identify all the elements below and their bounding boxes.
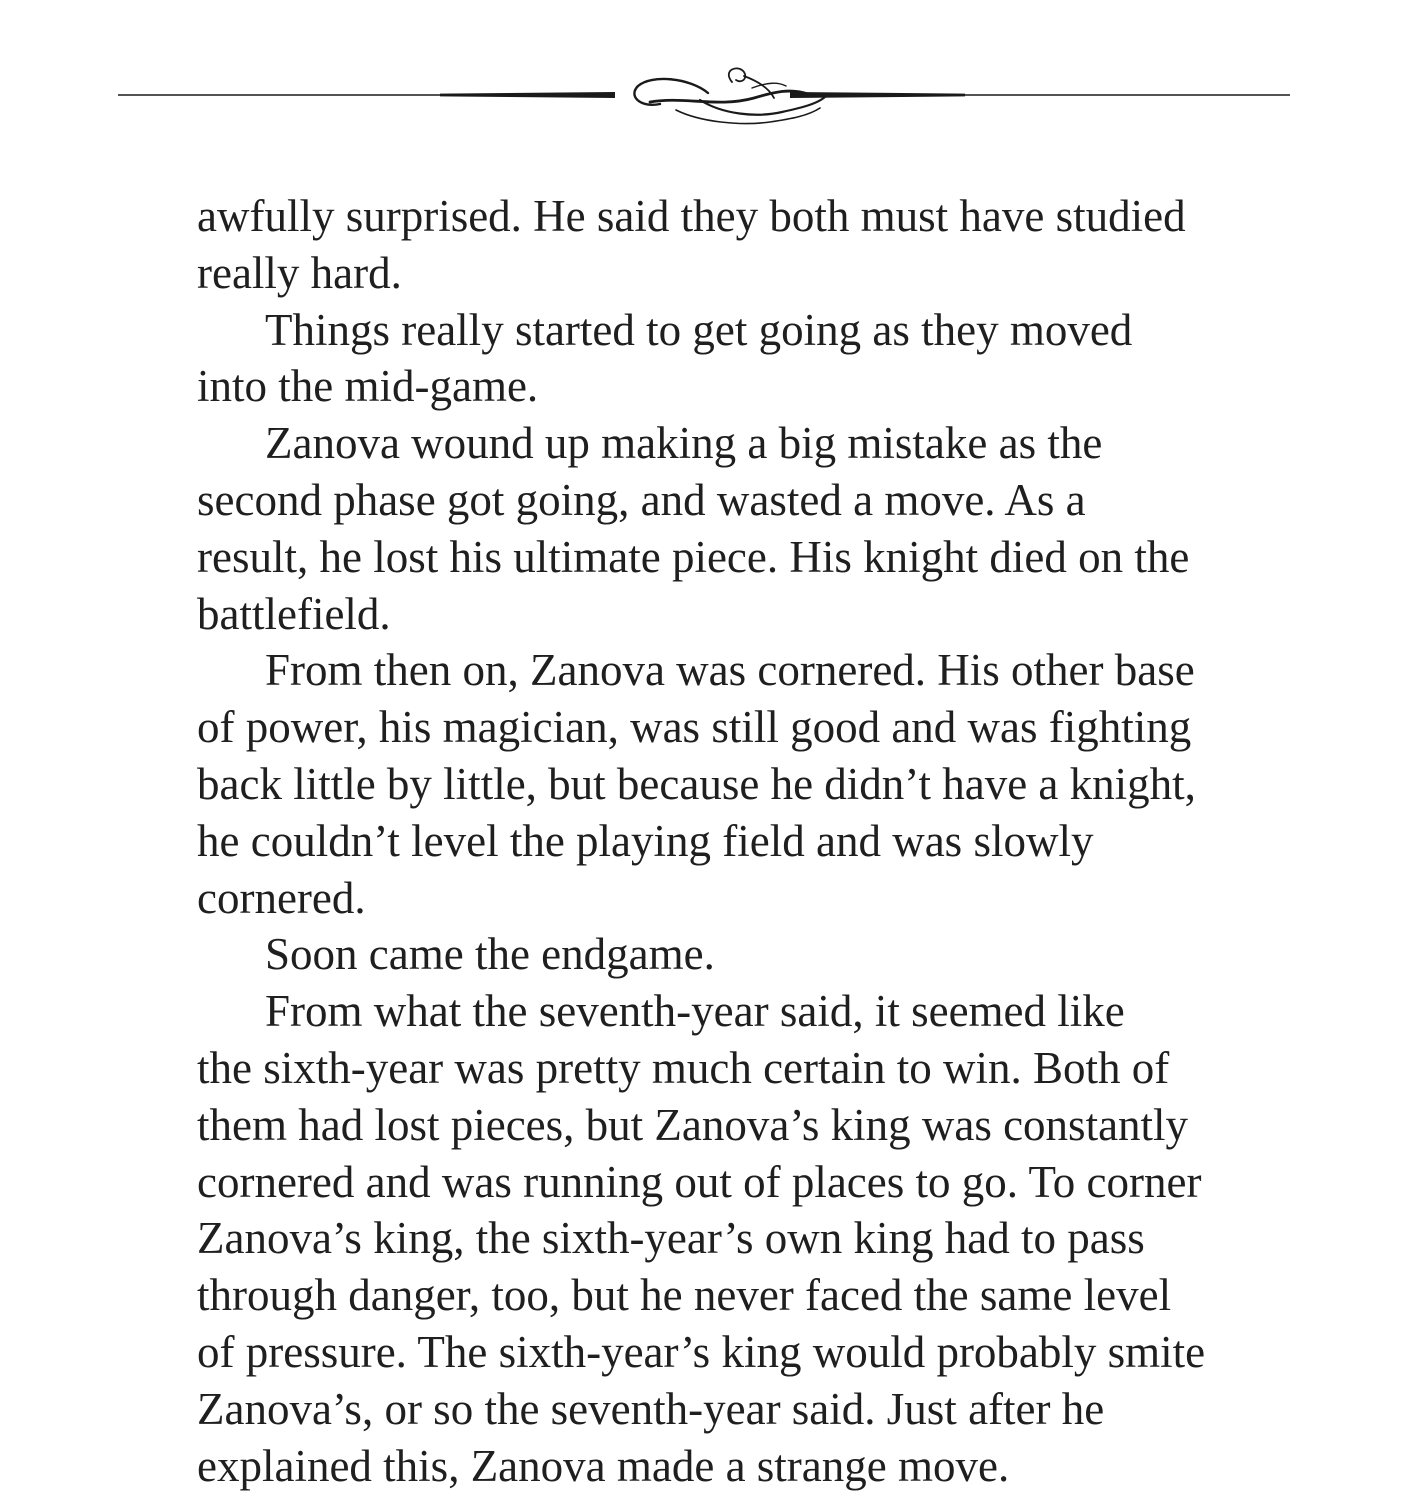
story-text: [197, 188, 1267, 1494]
paragraph: awfully surprised. He said they both must have studied really hard.: [197, 191, 1186, 298]
paragraph: From then on, Zanova was cornered. His other base of power, his magician, was still good and was fighting back little by little, but because he didn’t have a knight, he couldn’t level the playing field and was slowly cornered.: [197, 645, 1196, 923]
paragraph: From what the seventh-year said, it seemed like the sixth-year was pretty much certain to win. Both of them had lost pieces, but Zanova’s king was constantly cornered and was running out of places to go. To corner Zanova’s king, the sixth-year’s own king had to pass through danger, too, but he never faced the same level of pressure. The sixth-year’s king would probably smite Zanova’s, or so the seventh-year said. Just after he explained this, Zanova made a strange move.: [197, 986, 1206, 1491]
paragraph: Soon came the endgame.: [265, 929, 715, 980]
paragraph: Things really started to get going as they moved into the mid-game.: [197, 304, 1133, 412]
paragraph: Zanova wound up making a big mistake as the second phase got going, and wasted a move. As a result, he lost his ultimate piece. His knight died on the battlefield.: [197, 418, 1190, 639]
flourish-divider-icon: [0, 60, 1404, 140]
